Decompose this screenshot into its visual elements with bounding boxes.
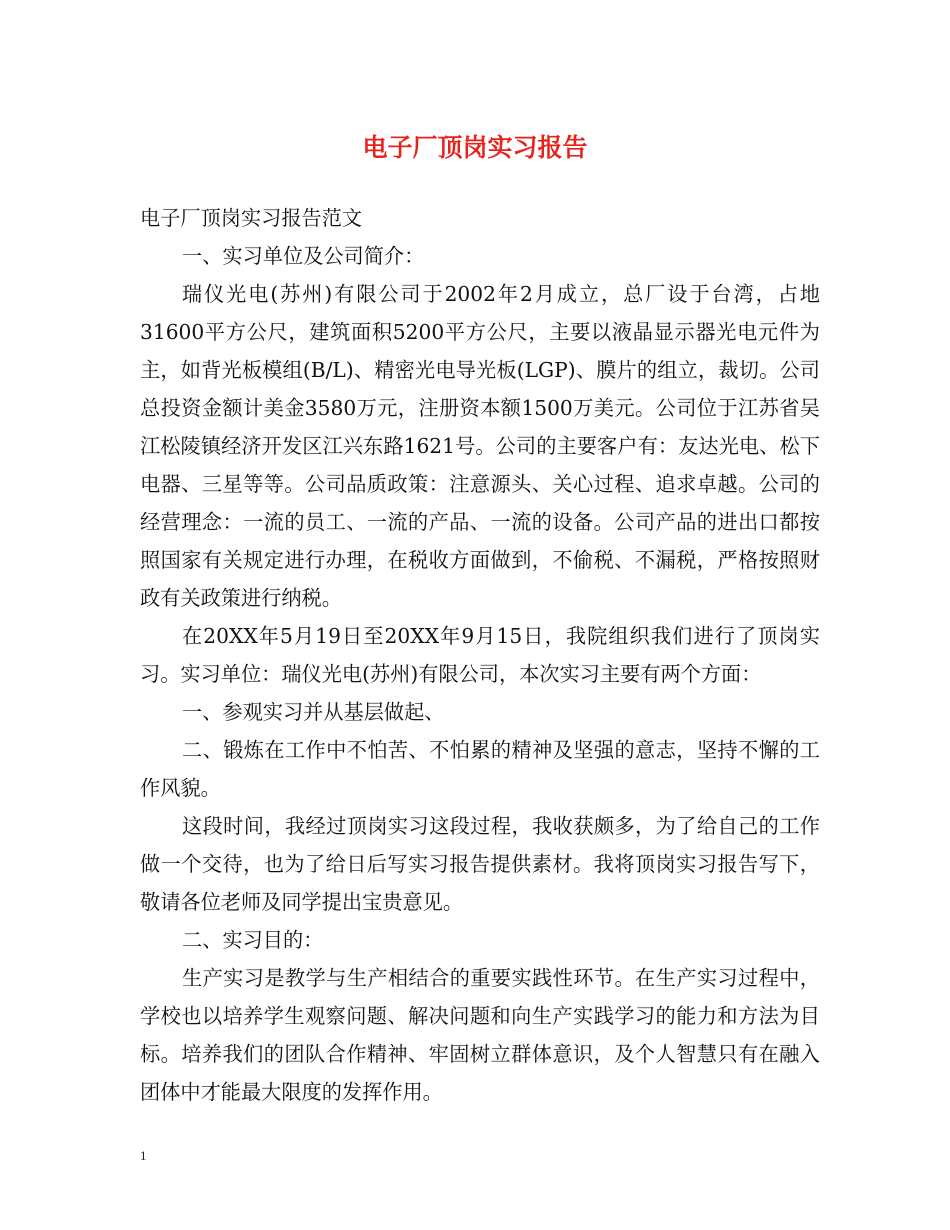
document-body <box>140 199 820 1111</box>
paragraph-purpose: 生产实习是教学与生产相结合的重要实践性环节。在生产实习过程中，学校也以培养学生观察问题、解决问题和向生产实践学习的能力和方法为目标。培养我们的团队合作精神、牢固树立群体意识，及个人智慧只有在融入团体中才能最大限度的发挥作用。 <box>140 966 820 1104</box>
section-heading-purpose: 二、实习目的： <box>182 928 324 952</box>
subtitle-paragraph: 电子厂顶岗实习报告范文 <box>140 206 363 230</box>
page-number: 1 <box>140 1148 147 1163</box>
document-title: 电子厂顶岗实习报告 <box>362 133 588 162</box>
paragraph-internship-period: 在20XX年5月19日至20XX年9月15日，我院组织我们进行了顶岗实习。实习单位：瑞仪光电(苏州)有限公司，本次实习主要有两个方面： <box>140 624 820 686</box>
list-item-visit-practice: 一、参观实习并从基层做起、 <box>182 700 445 724</box>
section-heading-company-intro: 一、实习单位及公司简介： <box>182 244 425 268</box>
list-item-work-spirit: 二、锻炼在工作中不怕苦、不怕累的精神及坚强的意志，坚持不懈的工作风貌。 <box>140 738 820 800</box>
paragraph-summary: 这段时间，我经过顶岗实习这段过程，我收获颇多，为了给自己的工作做一个交待，也为了给日后写实习报告提供素材。我将顶岗实习报告写下，敬请各位老师及同学提出宝贵意见。 <box>140 814 820 914</box>
paragraph-company-description: 瑞仪光电(苏州)有限公司于2002年2月成立，总厂设于台湾，占地31600平方公尺，建筑面积5200平方公尺，主要以液晶显示器光电元件为主，如背光板模组(B/L)、精密光电导光板(LGP)、膜片的组立，裁切。公司总投资金额计美金3580万元，注册资本额1500万美元。公司位于江苏省吴江松陵镇经济开发区江兴东路1621号。公司的主要客户有：友达光电、松下电器、三星等等。公司品质政策：注意源头、关心过程、追求卓越。公司的经营理念：一流的员工、一流的产品、一流的设备。公司产品的进出口都按照国家有关规定进行办理，在税收方面做到，不偷税、不漏税，严格按照财政有关政策进行纳税。 <box>140 282 820 610</box>
